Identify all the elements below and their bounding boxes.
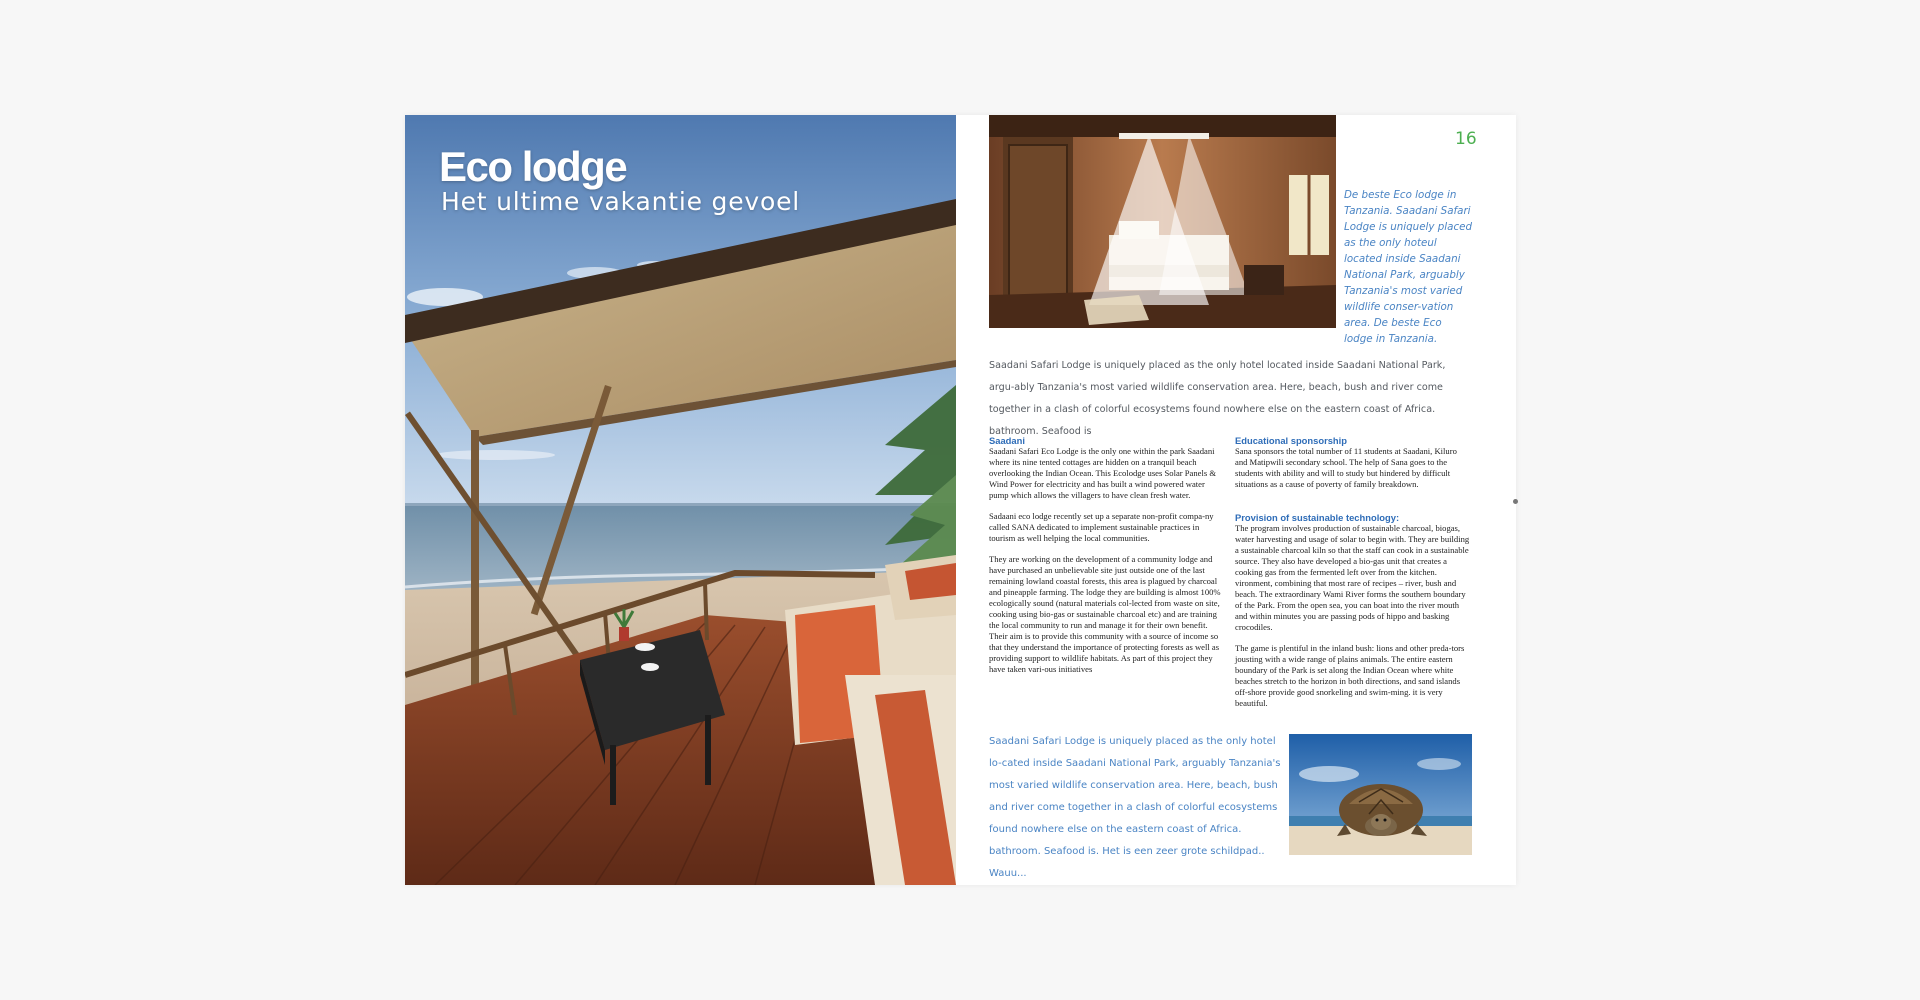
tortoise-photo	[1289, 734, 1472, 855]
technology-paragraph: The program involves production of sustainable charcoal, biogas, water harvesting and usage of solar to begin with. They are building a sustainable charcoal kiln so that the staff can cook in a sustainable source. They also have developed a bio-gas unit that creates a cooking gas from the fermented left over from the kitchen. vironment, combining that most rare of recipes – river, bush and beach. The extraordinary Wami River forms the southern boundary of the Park. From the open sea, you can boat into the river mouth and within minutes you are passing pods of hippo and basking crocodiles.	[1235, 523, 1470, 632]
sponsorship-paragraph: Sana sponsors the total number of 11 students at Saadani, Kiluro and Matipwili secondary school. The help of Sana goes to the students with ability and will to study but hindered by difficult situations as a cause of poverty of family breakdown.	[1235, 446, 1457, 489]
bedroom-photo	[989, 115, 1336, 328]
pull-quote: Saadani Safari Lodge is uniquely placed as the only hotel lo-cated inside Saadani National Park, arguably Tanzania's most varied wildlife conservation area. Here, beach, bush and river come together in a clash of colorful ecosystems found nowhere else on the eastern coast of Africa. bathroom. Seafood is. Het is een zeer grote schildpad.. Wauu...	[989, 736, 1281, 879]
saadani-paragraph-2: Sadaani eco lodge recently set up a separate non-profit compa-ny called SANA dedicated to implement sustainable practices in tourism as well helping the local communities.	[989, 511, 1214, 543]
hero-photo	[405, 115, 956, 885]
hero-subtitle: Het ultime vakantie gevoel	[441, 187, 801, 216]
magazine-spread	[405, 115, 1516, 885]
heading-saadani: Saadani	[989, 435, 1025, 446]
saadani-paragraph-3: They are working on the development of a community lodge and have purchased an unbelievable site just outside one of the last remaining lowland coastal forests, this area is plagued by charcoal and pineapple farming. The lodge they are building is almost 100% ecologically sound (natural materials col-lected from waste on site, cooking using bio-gas or sustainable charcoal etc) and are training the local community to run and manage it for their own benefit. Their aim is to provide this community with a source of income so that they understand the importance of protecting forests as well as providing support to wildlife habitats. As part of this project they have taken vari-ous initiatives	[989, 554, 1221, 674]
right-page	[956, 115, 1516, 885]
heading-educational-sponsorship: Educational sponsorship	[1235, 435, 1347, 446]
left-page	[405, 115, 956, 885]
hero-title: Eco lodge	[439, 143, 627, 190]
page-number: 16	[1455, 129, 1477, 149]
game-paragraph: The game is plentiful in the inland bush: lions and other preda-tors jousting with a wide range of plains animals. The entire eastern boundary of the Park is set along the Indian Ocean where white beaches stretch to the horizon in both directions, and sand islands off-shore provide good snorkeling and swim-ming. it is very beautiful.	[1235, 643, 1465, 708]
photo-caption: De beste Eco lodge in Tanzania. Saadani Safari Lodge is uniquely placed as the only hoteul located inside Saadani National Park, arguably Tanzania's most varied wildlife conser-vation area. De beste Eco lodge in Tanzania.	[1344, 189, 1472, 345]
saadani-paragraph-1: Saadani Safari Eco Lodge is the only one within the park Saadani where its nine tented cottages are hidden on a tranquil beach overlooking the Indian Ocean. This Ecolodge uses Solar Panels & Wind Power for electricity and has built a wind powered water pump which allows the villagers to have clean fresh water.	[989, 446, 1217, 500]
heading-sustainable-technology: Provision of sustainable technology:	[1235, 512, 1400, 523]
page-edge-marker	[1513, 499, 1518, 504]
left-column	[989, 435, 1224, 685]
right-column	[1235, 435, 1470, 719]
intro-paragraph: Saadani Safari Lodge is uniquely placed as the only hotel located inside Saadani National Park, argu-ably Tanzania's most varied wildlife conservation area. Here, beach, bush and river come together in a clash of colorful ecosystems found nowhere else on the eastern coast of Africa. bathroom. Seafood is	[989, 360, 1446, 437]
